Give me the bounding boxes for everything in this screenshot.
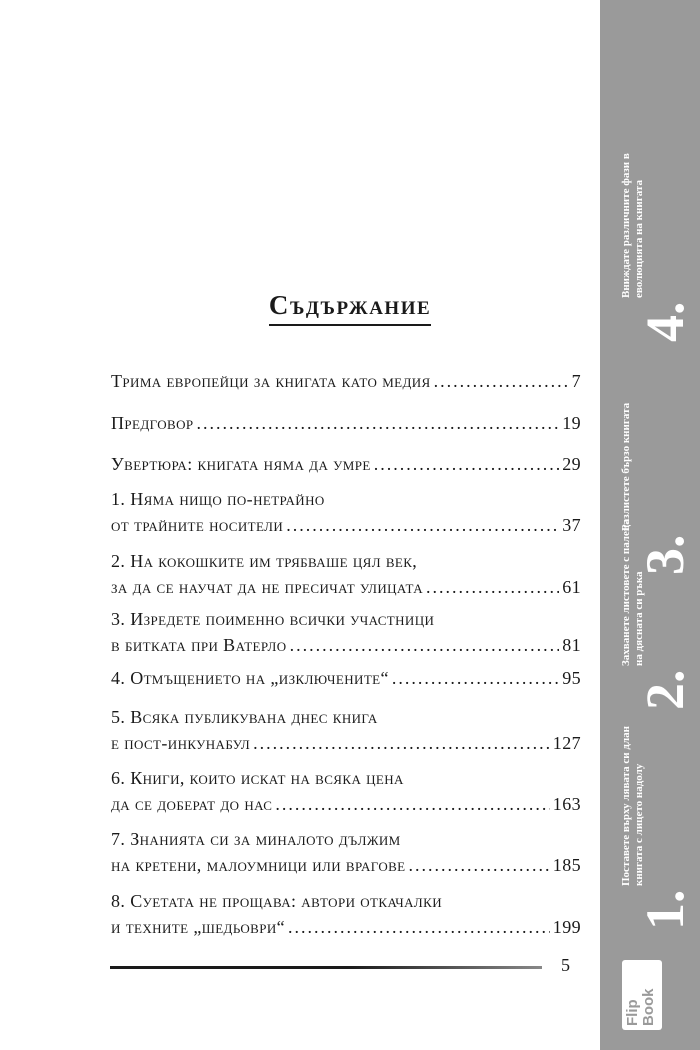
toc-leader: [253, 730, 550, 756]
toc-entry-title: е пост-инкунабул: [111, 733, 251, 753]
step-number: 3.: [635, 534, 695, 575]
toc-entry-title: 6. Книги, които искат на всяка цена: [111, 768, 404, 788]
toc-page-number: 19: [562, 413, 581, 433]
toc-leader: [290, 632, 560, 658]
step-text: Захванете листовете с палеца на дясната си ръка: [620, 519, 645, 666]
toc-entry: [111, 826, 581, 878]
toc-entry: [111, 368, 581, 394]
toc-entry-title: 8. Суетата не прощава: автори откачалки: [111, 891, 442, 911]
toc-page-number: 199: [552, 917, 581, 937]
toc-leader: [275, 791, 549, 817]
toc-entry-title: Предговор: [111, 413, 194, 433]
sidebar-step-1: [616, 720, 695, 930]
toc-page-number: 185: [552, 855, 581, 875]
toc-entry-title: в битката при Ватерло: [111, 635, 287, 655]
toc-entry: [111, 888, 581, 940]
toc-entry: [111, 606, 581, 658]
page-title: Съдържание: [0, 290, 700, 326]
toc-leader: [434, 368, 569, 394]
toc-leader: [409, 852, 550, 878]
toc-entry-title: Трима европейци за книгата като медия: [111, 371, 431, 391]
toc-entry-title: 2. На кокошките им трябваше цял век,: [111, 551, 418, 571]
toc-entry-title: 7. Знанията си за миналото дължим: [111, 829, 401, 849]
toc-leader: [286, 512, 559, 538]
toc-entry-title: 3. Изредете поименно всички участници: [111, 609, 435, 629]
toc-page-number: 61: [562, 577, 581, 597]
toc-leader: [197, 410, 560, 436]
toc-page-number: 7: [571, 371, 581, 391]
flipbook-logo: [600, 960, 660, 1030]
toc-leader: [288, 914, 550, 940]
logo-line-2: Book: [640, 988, 657, 1026]
step-text: Разлистете бързо книгата: [620, 402, 632, 531]
page-number: 5: [561, 955, 570, 975]
toc-leader: [374, 451, 560, 477]
toc-entry: [111, 410, 581, 436]
toc-entry-title: от трайните носители: [111, 515, 284, 535]
toc-entry: [111, 665, 581, 691]
toc-entry-title: 5. Всяка публикувана днес книга: [111, 707, 378, 727]
toc-page-number: 37: [562, 515, 581, 535]
flipbook-sidebar: [600, 0, 700, 1050]
toc-entry: [111, 765, 581, 817]
toc-page-number: 81: [562, 635, 581, 655]
toc-entry-title: да се доберат до нас: [111, 794, 273, 814]
toc-page-number: 95: [562, 668, 581, 688]
toc-leader: [392, 665, 559, 691]
toc-entry: [111, 486, 581, 538]
footer-rule: [110, 966, 542, 969]
step-number: 4.: [635, 301, 695, 342]
sidebar-step-2: [616, 500, 695, 710]
toc-entry-title: 1. Няма нищо по-нетрайно: [111, 489, 325, 509]
step-text: Поставете върху лявата си длан книгата с лицето надолу: [620, 726, 645, 886]
step-text: Вниждате различните фази в еволюцията на книгата: [620, 153, 645, 298]
toc-entry-title: и техните „шедьоври“: [111, 917, 286, 937]
toc-entry-title: 4. Отмъщението на „изключените“: [111, 668, 389, 688]
logo-line-1: Flip: [624, 999, 641, 1026]
toc-entry-title: Увертюра: книгата няма да умре: [111, 454, 371, 474]
toc-entry-title: за да се научат да не пресичат улицата: [111, 577, 424, 597]
toc-entry: [111, 451, 581, 477]
toc-entry-title: на кретени, малоумници или врагове: [111, 855, 406, 875]
toc-page-number: 29: [562, 454, 581, 474]
toc-entry: [111, 548, 581, 600]
sidebar-step-4: [616, 132, 695, 342]
toc-page-number: 127: [552, 733, 581, 753]
toc-page-number: 163: [552, 794, 581, 814]
step-number: 2.: [635, 669, 695, 710]
step-number: 1.: [635, 889, 695, 930]
toc-entry: [111, 704, 581, 756]
toc-leader: [426, 574, 559, 600]
